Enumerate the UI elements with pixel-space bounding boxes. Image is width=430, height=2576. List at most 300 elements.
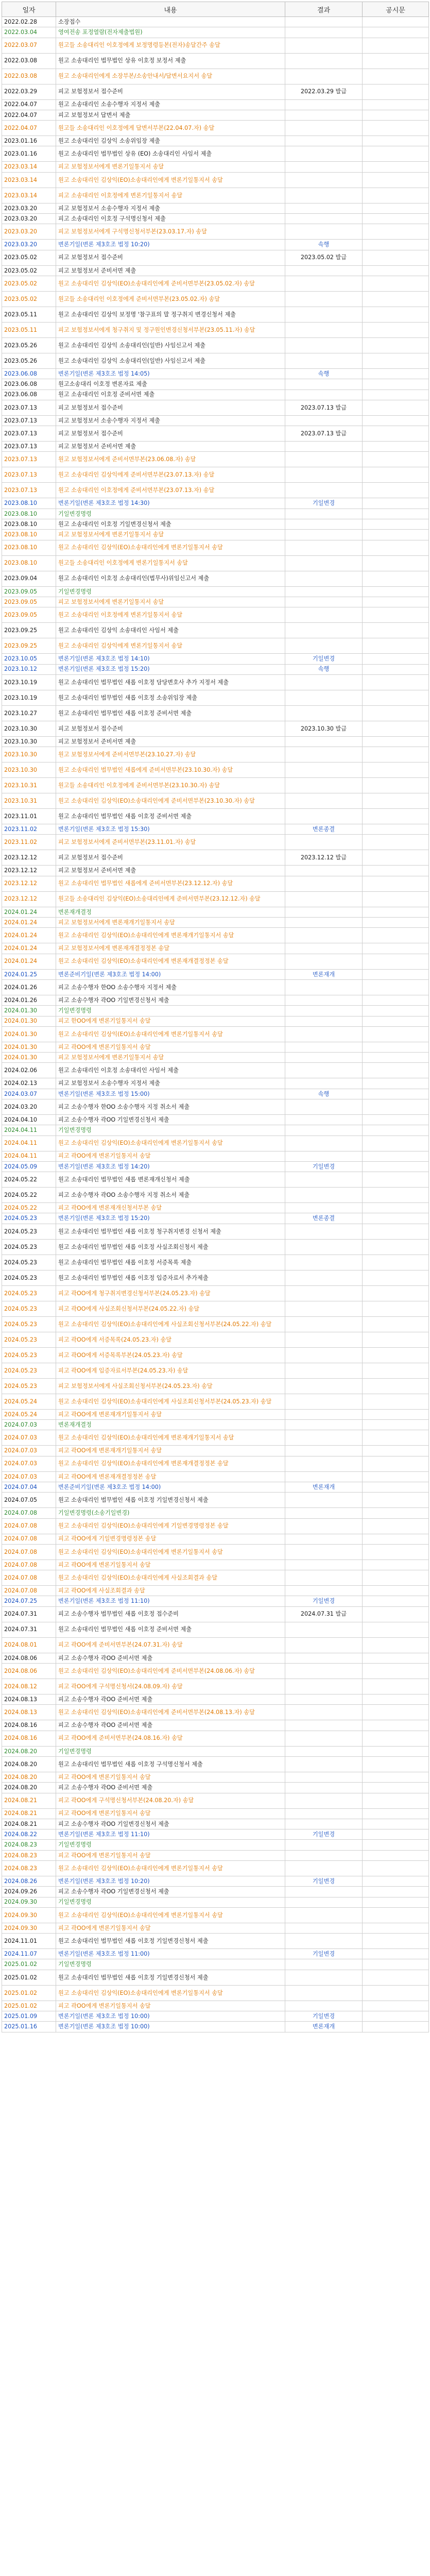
delivery-cell [363, 53, 429, 69]
table-row [2, 540, 429, 555]
delivery-cell [363, 1746, 429, 1756]
date-cell: 2023.07.13 [2, 452, 56, 467]
content-cell: 원고들 소송대리인 이호정에게 준비서면부본(23.10.30.자) 송달 [56, 778, 285, 793]
date-cell: 2023.03.20 [2, 224, 56, 240]
content-cell: 피고 보험정보서 접수준비 [56, 850, 285, 866]
date-cell: 2023.03.14 [2, 172, 56, 188]
delivery-cell [363, 1508, 429, 1518]
date-cell: 2024.05.23 [2, 1332, 56, 1347]
date-cell: 2023.08.10 [2, 519, 56, 530]
date-cell: 2024.08.21 [2, 1808, 56, 1819]
table-row [2, 943, 429, 954]
header-date: 일자 [2, 2, 56, 17]
result-cell [285, 1239, 363, 1255]
table-row [2, 1694, 429, 1705]
table-row [2, 1430, 429, 1446]
content-cell: 원고 소송대리인 법무법인 새롭 이호정 기일변경신청서 제출 [56, 1493, 285, 1508]
date-cell: 2022.03.07 [2, 38, 56, 53]
date-cell: 2024.07.03 [2, 1446, 56, 1456]
date-cell: 2023.06.08 [2, 389, 56, 400]
result-cell [285, 747, 363, 762]
content-cell: 피고 보험정보서에게 변론기일통지서 송달 [56, 530, 285, 540]
table-row [2, 835, 429, 850]
header-delivery: 공시문 [363, 2, 429, 17]
delivery-cell [363, 1783, 429, 1793]
table-row [2, 2011, 429, 2022]
date-cell: 2024.07.31 [2, 1606, 56, 1622]
date-cell: 2023.10.19 [2, 690, 56, 705]
result-cell [285, 571, 363, 586]
delivery-cell [363, 38, 429, 53]
delivery-cell [363, 1471, 429, 1482]
result-cell [285, 379, 363, 389]
date-cell: 2023.03.20 [2, 214, 56, 224]
delivery-cell [363, 540, 429, 555]
delivery-cell [363, 1819, 429, 1829]
table-row [2, 121, 429, 136]
content-cell: 피고 소송수행자 곽OO 준비서면 제출 [56, 1653, 285, 1663]
table-row [2, 1887, 429, 1897]
result-cell [285, 1125, 363, 1136]
content-cell: 원고 소송대리인 이호정 소송대리인 사임서 제출 [56, 1063, 285, 1078]
table-row [2, 850, 429, 866]
content-cell: 피고 보험정보서 소송수행자 지정서 제출 [56, 203, 285, 213]
delivery-cell [363, 1493, 429, 1508]
table-row [2, 1203, 429, 1213]
delivery-cell [363, 110, 429, 120]
result-cell [285, 1746, 363, 1756]
date-cell: 2024.01.24 [2, 918, 56, 928]
table-row [2, 571, 429, 586]
date-cell: 2024.11.01 [2, 1934, 56, 1949]
content-cell: 원고들 소송대리인 김상익(EO)소송대리인에게 준비서면부본(23.12.12.자) 송달 [56, 891, 285, 907]
date-cell: 2024.01.25 [2, 969, 56, 979]
date-cell: 2023.10.30 [2, 721, 56, 736]
result-cell [285, 1151, 363, 1161]
table-row [2, 1783, 429, 1793]
date-cell: 2023.09.05 [2, 597, 56, 607]
date-cell: 2023.05.11 [2, 307, 56, 322]
content-cell: 원고 소송대리인 김상익(EO)소송대리인에게 변론기일통지서 송달 [56, 1907, 285, 1923]
result-cell: 2024.07.31 발급 [285, 1606, 363, 1622]
date-cell: 2024.08.20 [2, 1756, 56, 1772]
delivery-cell [363, 162, 429, 172]
result-cell [285, 322, 363, 337]
content-cell: 피고 소송대리인 이호정 구석명신청서 제출 [56, 214, 285, 224]
table-row [2, 654, 429, 664]
table-row [2, 1136, 429, 1151]
content-cell: 피고 소송수행자 곽OO 준비서면 제출 [56, 1694, 285, 1705]
delivery-cell [363, 762, 429, 778]
content-cell: 기일변경명령 [56, 1959, 285, 1970]
delivery-cell [363, 876, 429, 891]
delivery-cell [363, 1270, 429, 1285]
date-cell: 2023.06.08 [2, 379, 56, 389]
content-cell: 원고 소송대리인 김상익 소송대리인 사임서 제출 [56, 623, 285, 638]
date-cell: 2025.01.02 [2, 2001, 56, 2011]
result-cell [285, 452, 363, 467]
date-cell: 2023.11.02 [2, 835, 56, 850]
content-cell: 원고 소송대리인에게 소장부본/소송안내서/답변서요지서 송달 [56, 69, 285, 84]
delivery-cell [363, 674, 429, 690]
table-row [2, 866, 429, 876]
delivery-cell [363, 27, 429, 38]
date-cell: 2023.10.12 [2, 664, 56, 674]
table-row [2, 1949, 429, 1959]
date-cell: 2024.01.26 [2, 979, 56, 995]
delivery-cell [363, 265, 429, 276]
date-cell: 2024.03.07 [2, 1089, 56, 1099]
date-cell: 2024.08.21 [2, 1819, 56, 1829]
table-row [2, 1679, 429, 1694]
date-cell: 2024.08.23 [2, 1850, 56, 1860]
date-cell: 2023.12.12 [2, 876, 56, 891]
table-row [2, 1332, 429, 1347]
content-cell: 피고 보험정보서 접수준비 [56, 721, 285, 736]
delivery-cell [363, 1861, 429, 1876]
delivery-cell [363, 530, 429, 540]
result-cell [285, 1731, 363, 1746]
result-cell [285, 415, 363, 426]
delivery-cell [363, 1793, 429, 1808]
date-cell: 2023.10.19 [2, 674, 56, 690]
table-row [2, 793, 429, 809]
content-cell: 원고 소송대리인 이호정 소송대리인(법무사)위임신고서 제출 [56, 571, 285, 586]
result-cell: 변론종결 [285, 824, 363, 835]
content-cell: 원고 소송대리인 법무법인 상유 이호정 보정서 제출 [56, 53, 285, 69]
table-row [2, 214, 429, 224]
result-cell [285, 1420, 363, 1430]
date-cell: 2024.07.08 [2, 1560, 56, 1570]
date-cell: 2024.05.23 [2, 1213, 56, 1224]
result-cell [285, 1808, 363, 1819]
table-row [2, 1161, 429, 1172]
result-cell [285, 1934, 363, 1949]
content-cell: 원고 보험정보서에게 준비서면부본(23.10.27.자) 송달 [56, 747, 285, 762]
table-row [2, 1653, 429, 1663]
table-row [2, 110, 429, 120]
result-cell: 2023.10.30 발급 [285, 721, 363, 736]
table-row [2, 1409, 429, 1419]
date-cell: 2024.08.20 [2, 1746, 56, 1756]
delivery-cell [363, 452, 429, 467]
table-row [2, 1861, 429, 1876]
delivery-cell [363, 1151, 429, 1161]
content-cell: 변론기일(변론 제3호조 법정 14:30) [56, 498, 285, 509]
content-cell: 피고 곽OO에게 변론재개기일통지서 송달 [56, 1409, 285, 1419]
table-row [2, 638, 429, 654]
content-cell: 피고 소송대리인 이호정에게 변론기일통지서 송달 [56, 188, 285, 203]
result-cell [285, 1188, 363, 1203]
delivery-cell [363, 928, 429, 943]
result-cell [285, 1099, 363, 1114]
table-row [2, 69, 429, 84]
result-cell: 기일변경 [285, 1876, 363, 1887]
table-row [2, 265, 429, 276]
result-cell [285, 809, 363, 824]
result-cell [285, 866, 363, 876]
result-cell: 기일변경 [285, 1949, 363, 1959]
date-cell: 2023.07.13 [2, 426, 56, 442]
table-row [2, 1446, 429, 1456]
content-cell: 원고 소송대리인 김상익(EO)소송대리인에게 준비서면부본(24.08.13.자) 송달 [56, 1705, 285, 1720]
delivery-cell [363, 400, 429, 415]
result-cell [285, 2001, 363, 2011]
table-row [2, 1063, 429, 1078]
table-row [2, 736, 429, 747]
content-cell: 소장접수 [56, 17, 285, 27]
delivery-cell [363, 1188, 429, 1203]
delivery-cell [363, 995, 429, 1005]
content-cell: 원고 소송대리인 김상익(EO)소송대리인에게 사실조회신청서부본(24.05.22.자) 송달 [56, 1316, 285, 1332]
content-cell: 변론기일(변론 제3호조 법정 11:00) [56, 1949, 285, 1959]
date-cell: 2024.05.23 [2, 1285, 56, 1301]
delivery-cell [363, 969, 429, 979]
content-cell: 기일변경명령 [56, 1897, 285, 1907]
delivery-cell [363, 1679, 429, 1694]
delivery-cell [363, 1136, 429, 1151]
result-cell [285, 1637, 363, 1653]
table-row [2, 1756, 429, 1772]
delivery-cell [363, 337, 429, 353]
result-cell: 속행 [285, 240, 363, 250]
delivery-cell [363, 519, 429, 530]
content-cell: 원고들 소송대리인 이호정에게 변론기일통지서 송달 [56, 555, 285, 571]
content-cell: 원고 소송대리인 김상익 소송대리인(일반) 사임신고서 제출 [56, 353, 285, 368]
result-cell [285, 979, 363, 995]
table-row [2, 1596, 429, 1606]
table-row [2, 1772, 429, 1782]
date-cell: 2023.03.14 [2, 162, 56, 172]
content-cell: 변론기일(변론 제3호조 법정 15:20) [56, 1213, 285, 1224]
table-row [2, 452, 429, 467]
result-cell [285, 705, 363, 721]
table-row [2, 747, 429, 762]
content-cell: 원고 소송대리인 김상익(EO)소송대리인에게 기일변경명령정본 송달 [56, 1518, 285, 1534]
result-cell [285, 995, 363, 1005]
date-cell: 2023.05.02 [2, 276, 56, 291]
result-cell [285, 1456, 363, 1471]
date-cell: 2024.08.16 [2, 1731, 56, 1746]
table-row [2, 664, 429, 674]
delivery-cell [363, 214, 429, 224]
date-cell: 2023.06.08 [2, 368, 56, 379]
content-cell: 원고 소송대리인 법무법인 새롭 이호정 담당변호사 추가 지정서 제출 [56, 674, 285, 690]
delivery-cell [363, 1363, 429, 1378]
date-cell: 2023.03.20 [2, 203, 56, 213]
table-row [2, 1876, 429, 1887]
content-cell: 피고 곽OO에게 변론기일통지서 송달 [56, 1042, 285, 1052]
date-cell: 2025.01.16 [2, 2022, 56, 2032]
delivery-cell [363, 586, 429, 597]
date-cell: 2024.08.13 [2, 1694, 56, 1705]
table-row [2, 918, 429, 928]
table-row [2, 322, 429, 337]
result-cell [285, 762, 363, 778]
delivery-cell [363, 1089, 429, 1099]
date-cell: 2024.07.08 [2, 1586, 56, 1596]
date-cell: 2022.04.07 [2, 99, 56, 110]
date-cell: 2024.09.30 [2, 1923, 56, 1933]
content-cell: 원고 소송대리인 김상익(EO)소송대리인에게 변론재개기일통지서 송달 [56, 928, 285, 943]
result-cell [285, 307, 363, 322]
content-cell: 피고 소송수행자 곽OO 소송수행자 지정 취소서 제출 [56, 1188, 285, 1203]
delivery-cell [363, 69, 429, 84]
delivery-cell [363, 793, 429, 809]
result-cell [285, 1255, 363, 1270]
result-cell [285, 188, 363, 203]
table-row [2, 1923, 429, 1933]
content-cell: 원고 소송대리인 김상익 소송위임장 제출 [56, 136, 285, 146]
result-cell: 2023.05.02 발급 [285, 250, 363, 265]
table-row [2, 136, 429, 146]
result-cell [285, 121, 363, 136]
content-cell: 원고 소송대리인 김상익에게 준비서면부본(23.07.13.자) 송달 [56, 467, 285, 483]
result-cell [285, 1493, 363, 1508]
header-content: 내용 [56, 2, 285, 17]
content-cell: 피고 보험정보서에게 변론기일통지서 송달 [56, 1053, 285, 1063]
content-cell: 원고들 소송대리인 이호정에게 보정명령등본(전자)송달간주 송달 [56, 38, 285, 53]
table-row [2, 1985, 429, 2001]
table-row [2, 1570, 429, 1586]
table-row [2, 307, 429, 322]
date-cell: 2024.05.22 [2, 1172, 56, 1188]
delivery-cell [363, 1316, 429, 1332]
delivery-cell [363, 509, 429, 519]
table-row [2, 586, 429, 597]
table-row [2, 1705, 429, 1720]
date-cell: 2023.10.31 [2, 793, 56, 809]
content-cell: 원고 소송대리인 법무법인 새롭 이호정 소송위임장 제출 [56, 690, 285, 705]
date-cell: 2024.05.24 [2, 1394, 56, 1409]
content-cell: 원고 소송대리인 법무법인 새롭 이호정 서증목록 제출 [56, 1255, 285, 1270]
result-cell [285, 1363, 363, 1378]
result-cell [285, 1819, 363, 1829]
result-cell [285, 1409, 363, 1419]
table-row [2, 337, 429, 353]
content-cell: 피고 보험정보서 접수준비 [56, 400, 285, 415]
date-cell: 2024.05.23 [2, 1224, 56, 1239]
content-cell: 피고 보험정보서에게 변론재개기일통지서 송달 [56, 918, 285, 928]
result-cell [285, 1471, 363, 1482]
result-cell: 기일변경 [285, 1829, 363, 1840]
result-cell [285, 1772, 363, 1782]
table-row [2, 1534, 429, 1544]
date-cell: 2025.01.02 [2, 1970, 56, 1985]
result-cell: 2023.07.13 발급 [285, 426, 363, 442]
delivery-cell [363, 690, 429, 705]
delivery-cell [363, 389, 429, 400]
table-row [2, 250, 429, 265]
result-cell [285, 1544, 363, 1560]
result-cell [285, 1705, 363, 1720]
content-cell: 피고 보험정보서에게 청구취지 및 정구원인변경신청서부본(23.05.11.자) 송달 [56, 322, 285, 337]
result-cell [285, 928, 363, 943]
date-cell: 2023.09.05 [2, 586, 56, 597]
content-cell: 피고 곽OO에게 입증자료서부본(24.05.23.자) 송달 [56, 1363, 285, 1378]
content-cell: 피고 곽OO에게 구석명신청서부본(24.08.20.자) 송달 [56, 1793, 285, 1808]
content-cell: 피고 소송수행자 한OO 소송수행자 지정서 제출 [56, 979, 285, 995]
date-cell: 2024.08.01 [2, 1637, 56, 1653]
content-cell: 피고 보험정보서에게 변론기일통지서 송달 [56, 162, 285, 172]
table-row [2, 1819, 429, 1829]
result-cell [285, 1694, 363, 1705]
delivery-cell [363, 2011, 429, 2022]
delivery-cell [363, 353, 429, 368]
table-row [2, 224, 429, 240]
content-cell: 피고 곽OO에게 서증목록부본(24.05.23.자) 송달 [56, 1347, 285, 1363]
date-cell: 2022.03.04 [2, 27, 56, 38]
date-cell: 2024.08.20 [2, 1772, 56, 1782]
content-cell: 피고 보험정보서 준비서면 제출 [56, 442, 285, 452]
result-cell [285, 265, 363, 276]
table-row [2, 498, 429, 509]
delivery-cell [363, 623, 429, 638]
delivery-cell [363, 84, 429, 99]
result-cell [285, 389, 363, 400]
date-cell: 2023.03.14 [2, 188, 56, 203]
date-cell: 2024.05.23 [2, 1378, 56, 1394]
content-cell: 원고 소송대리인 법무법인 새롭 이호정 구석명신청서 제출 [56, 1756, 285, 1772]
delivery-cell [363, 1664, 429, 1679]
delivery-cell [363, 442, 429, 452]
delivery-cell [363, 426, 429, 442]
table-row [2, 1622, 429, 1637]
table-row [2, 809, 429, 824]
content-cell: 변론재개결정 [56, 907, 285, 917]
result-cell [285, 607, 363, 623]
content-cell: 기일변경명령 [56, 1006, 285, 1016]
content-cell: 원고 소송대리인 김상익(EO)소송대리인에게 변론기일통지서 송달 [56, 1985, 285, 2001]
date-cell: 2024.08.21 [2, 1793, 56, 1808]
content-cell: 원고 소송대리인 법무법인 새롭 이호정 기일변경신청서 제출 [56, 1934, 285, 1949]
table-row [2, 762, 429, 778]
result-cell [285, 1378, 363, 1394]
date-cell: 2024.07.03 [2, 1471, 56, 1482]
date-cell: 2024.03.20 [2, 1099, 56, 1114]
delivery-cell [363, 1394, 429, 1409]
delivery-cell [363, 1534, 429, 1544]
table-row [2, 1586, 429, 1596]
content-cell: 변론기일(변론 제3호조 법정 11:10) [56, 1829, 285, 1840]
date-cell: 2023.03.20 [2, 240, 56, 250]
result-cell [285, 1136, 363, 1151]
delivery-cell [363, 188, 429, 203]
result-cell [285, 1923, 363, 1933]
content-cell: 원고 소송대리인 법무법인 새롭에게 준비서면부본(23.10.30.자) 송달 [56, 762, 285, 778]
delivery-cell [363, 705, 429, 721]
result-cell: 기일변경 [285, 654, 363, 664]
result-cell [285, 110, 363, 120]
content-cell: 피고 곽OO에게 변론재개기일통지서 송달 [56, 1446, 285, 1456]
date-cell: 2023.05.02 [2, 265, 56, 276]
delivery-cell [363, 1006, 429, 1016]
table-row [2, 1907, 429, 1923]
result-cell [285, 337, 363, 353]
table-row [2, 1026, 429, 1042]
delivery-cell [363, 1808, 429, 1819]
table-row [2, 146, 429, 162]
delivery-cell [363, 483, 429, 498]
date-cell: 2024.05.23 [2, 1239, 56, 1255]
date-cell: 2023.05.11 [2, 322, 56, 337]
date-cell: 2022.03.08 [2, 69, 56, 84]
table-row [2, 368, 429, 379]
delivery-cell [363, 979, 429, 995]
table-row [2, 17, 429, 27]
date-cell: 2025.01.02 [2, 1959, 56, 1970]
table-row [2, 1493, 429, 1508]
